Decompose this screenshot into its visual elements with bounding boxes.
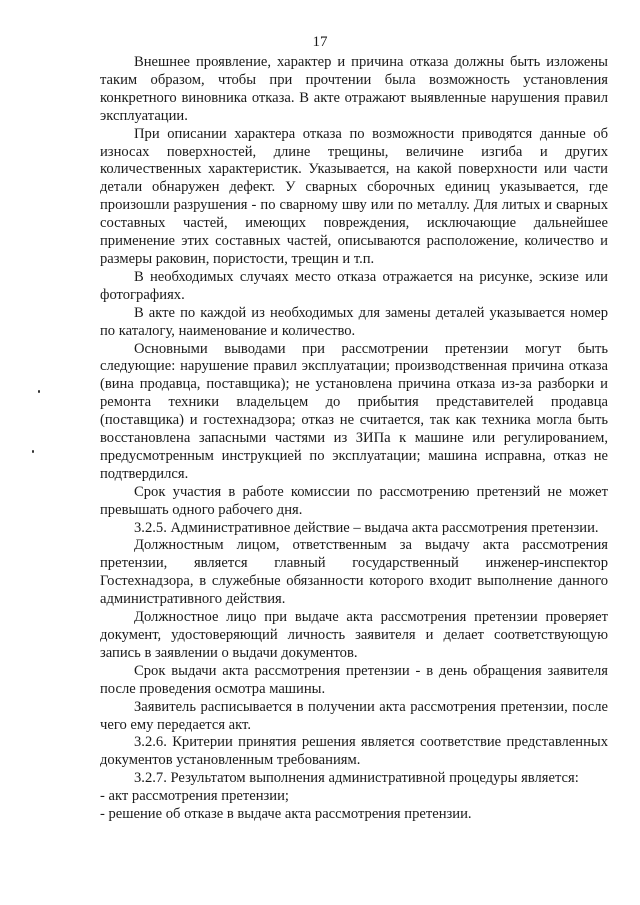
section-3-2-6: 3.2.6. Критерии принятия решения является соответствие представленных документов установленным требованиям. bbox=[100, 734, 608, 769]
document-body bbox=[100, 54, 608, 824]
scan-mark bbox=[32, 450, 34, 453]
scan-mark bbox=[38, 390, 40, 393]
paragraph-replacement-parts: В акте по каждой из необходимых для замены деталей указывается номер по каталогу, наименование и количество. bbox=[100, 304, 608, 339]
paragraph-commission-term: Срок участия в работе комиссии по рассмотрению претензий не может превышать одного рабочего дня. bbox=[100, 483, 608, 518]
paragraph-failure-characteristics: При описании характера отказа по возможности приводятся данные об износах поверхностей, длине трещины, величине изгиба и других количественных характеристик. Указывается, на какой поверхности или части детали обнаружен дефект. У сварных сборочных единиц указывается, где произошли разрушения - по сварному шву или по металлу. Для литых и сварных составных частей, имеющих повреждения, исключающие дальнейшее применение этих составных частей, описываются расположение, количество и размеры раковин, пористости, трещин и т.п. bbox=[100, 125, 608, 267]
paragraph-identity-check: Должностное лицо при выдаче акта рассмотрения претензии проверяет документ, удостоверяющий личность заявителя и делает соответствующую запись в заявлении о выдачи документов. bbox=[100, 609, 608, 661]
page-number: 17 bbox=[312, 34, 328, 50]
paragraph-responsible-official: Должностным лицом, ответственным за выдачу акта рассмотрения претензии, является главный государственный инженер-инспектор Гостехнадзора, в служебные обязанности которого входит выполнение данного административного действия. bbox=[100, 537, 608, 608]
paragraph-main-conclusions: Основными выводами при рассмотрении претензии могут быть следующие: нарушение правил эксплуатации; производственная причина отказа (вина продавца, поставщика); не установлена причина отказа из-за разборки и ремонта техники владельцем до прибытия представителей продавца (поставщика) и гостехнадзора; отказ не считается, так как техника могла быть восстановлена запасными частями из ЗИПа к машине или регулированием, предусмотренным инструкцией по эксплуатации; машина исправна, отказ не подтвердился. bbox=[100, 340, 608, 482]
list-item: - акт рассмотрения претензии; bbox=[100, 788, 289, 805]
paragraph-applicant-signature: Заявитель расписывается в получении акта рассмотрения претензии, после чего ему передается акт. bbox=[100, 698, 608, 733]
paragraph-failure-location: В необходимых случаях место отказа отражается на рисунке, эскизе или фотографиях. bbox=[100, 268, 608, 303]
section-3-2-5: 3.2.5. Административное действие – выдача акта рассмотрения претензии. bbox=[134, 519, 599, 536]
paragraph-failure-description: Внешнее проявление, характер и причина отказа должны быть изложены таким образом, чтобы при прочтении была возможность установления конкретного виновника отказа. В акте отражают выявленные нарушения правил эксплуатации. bbox=[100, 54, 608, 124]
list-item: - решение об отказе в выдаче акта рассмотрения претензии. bbox=[100, 806, 472, 823]
section-3-2-7: 3.2.7. Результатом выполнения административной процедуры является: bbox=[134, 770, 579, 787]
paragraph-issue-term: Срок выдачи акта рассмотрения претензии - в день обращения заявителя после проведения осмотра машины. bbox=[100, 662, 608, 697]
